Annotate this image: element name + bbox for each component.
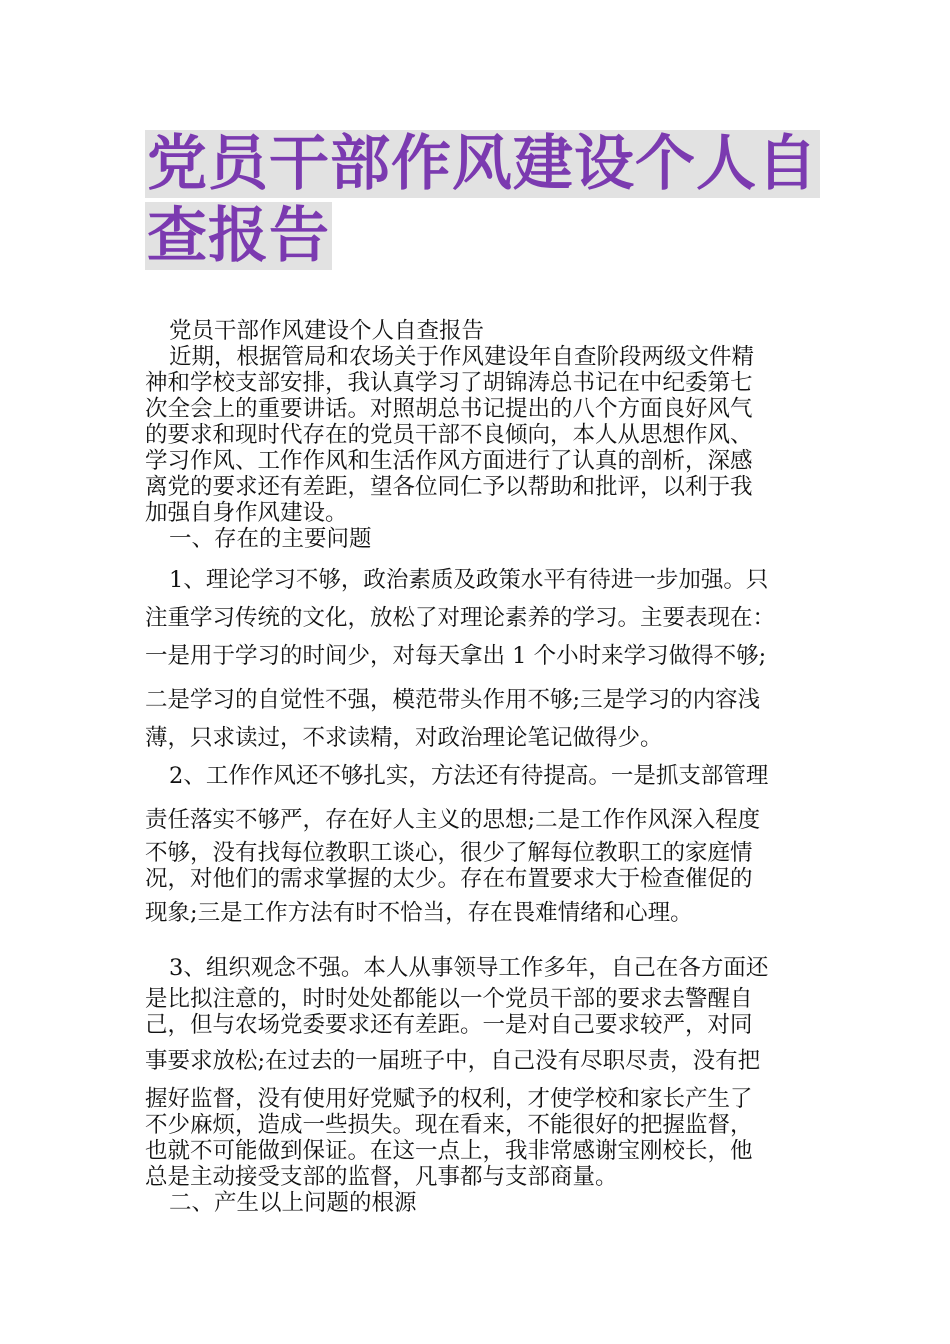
document-title [145,129,818,274]
body-line: 3、组织观念不强。本人从事领导工作多年，自己在各方面还 [169,955,769,981]
body-line: 不少麻烦，造成一些损失。现在看来，不能很好的把握监督， [145,1112,753,1138]
section-heading: 一、存在的主要问题 [169,526,372,552]
document-body [145,318,835,1216]
body-line: 二是学习的自觉性不强，模范带头作用不够;三是学习的内容浅 [145,687,761,713]
body-line: 也就不可能做到保证。在这一点上，我非常感谢宝刚校长，他 [145,1138,753,1164]
body-line: 事要求放松;在过去的一届班子中，自己没有尽职尽责，没有把 [145,1048,761,1074]
body-line: 离党的要求还有差距，望各位同仁予以帮助和批评，以利于我 [145,474,753,500]
title-line-1: 党员干部作风建设个人自 [147,129,818,199]
body-line: 神和学校支部安排，我认真学习了胡锦涛总书记在中纪委第七 [145,370,753,396]
body-line: 现象;三是工作方法有时不恰当，存在畏难情绪和心理。 [145,900,693,926]
body-line: 1、理论学习不够，政治素质及政策水平有待进一步加强。只 [169,567,769,593]
body-line: 况，对他们的需求掌握的太少。存在布置要求大于检查催促的 [145,866,753,892]
body-line: 责任落实不够严，存在好人主义的思想;二是工作作风深入程度 [145,807,761,833]
body-heading: 党员干部作风建设个人自查报告 [169,318,485,344]
body-line: 次全会上的重要讲话。对照胡总书记提出的八个方面良好风气 [145,396,753,422]
body-line: 是比拟注意的，时时处处都能以一个党员干部的要求去警醒自 [145,986,753,1012]
body-line: 的要求和现时代存在的党员干部不良倾向，本人从思想作风、 [145,422,753,448]
body-line: 总是主动接受支部的监督，凡事都与支部商量。 [145,1164,618,1190]
title-line-2: 查报告 [147,201,330,271]
body-line: 己，但与农场党委要求还有差距。一是对自己要求较严，对同 [145,1012,753,1038]
section-heading: 二、产生以上问题的根源 [169,1190,417,1216]
body-line: 一是用于学习的时间少，对每天拿出 1 个小时来学习做得不够; [145,643,767,669]
body-line: 薄，只求读过，不求读精，对政治理论笔记做得少。 [145,725,663,751]
body-line: 注重学习传统的文化，放松了对理论素养的学习。主要表现在： [145,605,776,631]
body-line: 近期，根据管局和农场关于作风建设年自查阶段两级文件精 [169,344,755,370]
body-line: 学习作风、工作作风和生活作风方面进行了认真的剖析，深感 [145,448,753,474]
body-line: 握好监督，没有使用好党赋予的权利，才使学校和家长产生了 [145,1086,753,1112]
body-line: 不够，没有找每位教职工谈心，很少了解每位教职工的家庭情 [145,840,753,866]
body-line: 2、工作作风还不够扎实，方法还有待提高。一是抓支部管理 [169,763,769,789]
body-line: 加强自身作风建设。 [145,500,348,526]
